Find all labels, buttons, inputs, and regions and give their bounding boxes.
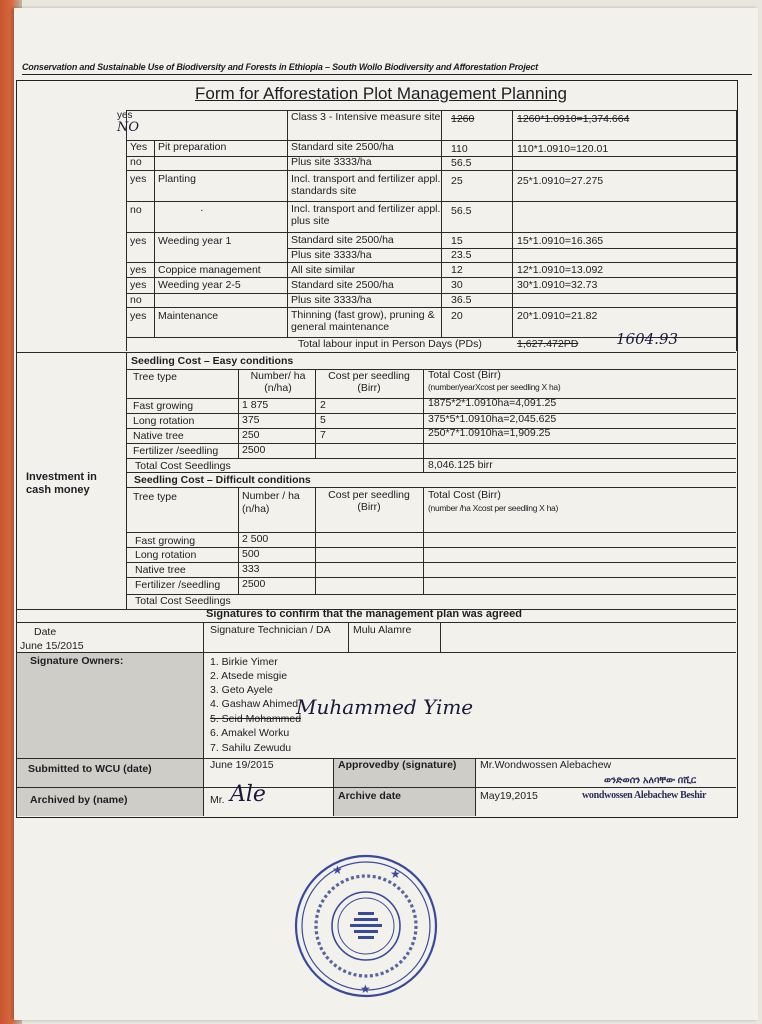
svg-text:★: ★	[332, 863, 343, 877]
owner-signature-handwritten: Muhammed Yime	[296, 695, 474, 719]
easy-row-type: Native tree	[133, 430, 184, 442]
labour-total-label: Total labour input in Person Days (PDs)	[298, 338, 482, 350]
labour-desc: Incl. transport and fertilizer appl. standards site	[291, 173, 441, 197]
easy-row-type: Long rotation	[133, 415, 195, 427]
labour-pd: 56.5	[451, 157, 472, 169]
labour-desc: Standard site 2500/ha	[291, 279, 394, 291]
difficult-col-total: Total Cost (Birr)	[428, 489, 501, 501]
labour-desc: Thinning (fast grow), pruning & general maintenance	[291, 309, 435, 333]
labour-pd: 30	[451, 279, 463, 291]
technician-name: Mulu Alamre	[353, 624, 412, 636]
labour-yn-handwritten: NO	[117, 120, 140, 135]
easy-row-type: Fast growing	[133, 400, 194, 412]
difficult-row-type: Fast growing	[135, 535, 196, 547]
labour-pd: 1260	[451, 113, 475, 125]
easy-col-cost: Cost per seedling (Birr)	[328, 370, 410, 394]
labour-yn: yes	[117, 110, 133, 121]
labour-yn: yes	[130, 173, 147, 185]
difficult-row-type: Long rotation	[135, 549, 197, 561]
labour-pd: 36.5	[451, 294, 472, 306]
labour-pd: 20	[451, 310, 463, 322]
submitted-label: Submitted to WCU (date)	[28, 763, 152, 775]
date-label: Date	[34, 626, 57, 638]
labour-pd: 56.5	[451, 205, 472, 217]
labour-yn: no	[130, 204, 142, 216]
difficult-col-type: Tree type	[133, 491, 177, 503]
difficult-title: Seedling Cost – Difficult conditions	[134, 474, 311, 486]
labour-yn: yes	[130, 310, 147, 322]
labour-activity: Coppice management	[158, 264, 261, 276]
svg-text:★: ★	[360, 982, 371, 996]
labour-desc: Class 3 - Intensive measure site	[291, 111, 441, 123]
difficult-col-cost: Cost per seedling (Birr)	[328, 489, 410, 513]
difficult-col-number: Number / ha (n/ha)	[242, 490, 300, 515]
labour-desc: All site similar	[291, 264, 356, 276]
owner-item: 5. Seid Mohammed	[210, 713, 302, 725]
project-header: Conservation and Sustainable Use of Biodiversity and Forests in Ethiopia – South Wollo Biodiversity and Afforestation Project	[22, 62, 752, 75]
labour-yn: yes	[130, 264, 147, 276]
labour-calc: 20*1.0910=21.82	[517, 310, 598, 322]
easy-col-total-sub: (number/yearXcost per seedling X ha)	[428, 382, 561, 392]
labour-pd: 12	[451, 264, 463, 276]
labour-calc: 30*1.0910=32.73	[517, 279, 598, 291]
labour-desc: Plus site 3333/ha	[291, 156, 372, 168]
easy-row-number: 2500	[242, 444, 266, 456]
date-value: June 15/2015	[20, 640, 84, 652]
labour-desc: Plus site 3333/ha	[291, 294, 372, 306]
technician-label: Signature Technician / DA	[210, 624, 331, 636]
easy-row-number: 375	[242, 414, 260, 426]
labour-desc: Plus site 3333/ha	[291, 249, 372, 261]
difficult-col-total-sub: (number /ha Xcost per seedling X ha)	[428, 503, 558, 513]
labour-calc: 15*1.0910=16.365	[517, 235, 604, 247]
easy-row-type: Fertilizer /seedling	[133, 445, 219, 457]
labour-desc: Standard site 2500/ha	[291, 141, 394, 153]
approved-name-stamp: wondwossen Alebachew Beshir	[582, 790, 707, 801]
labour-yn: Yes	[130, 141, 148, 153]
labour-calc: 12*1.0910=13.092	[517, 264, 604, 276]
svg-text:★: ★	[390, 867, 401, 881]
owner-item: 1. Birkie Yimer	[210, 656, 278, 668]
labour-pd: 23.5	[451, 249, 472, 261]
submitted-value: June 19/2015	[210, 759, 274, 771]
difficult-row-type: Native tree	[135, 564, 186, 576]
archive-date-label: Archive date	[338, 790, 402, 802]
owner-item: 2. Atsede misgie	[210, 670, 288, 682]
labour-activity: Maintenance	[158, 310, 219, 322]
approved-value: Mr.Wondwossen Alebachew	[480, 759, 612, 771]
approved-label: Approvedby (signature)	[338, 759, 457, 771]
archived-label: Archived by (name)	[30, 794, 128, 806]
easy-total-label: Total Cost Seedlings	[135, 460, 231, 472]
owner-item: 4. Gashaw Ahimed	[210, 698, 299, 710]
archived-prefix: Mr.	[210, 794, 225, 806]
easy-title: Seedling Cost – Easy conditions	[131, 355, 294, 367]
easy-col-total: Total Cost (Birr)	[428, 369, 501, 381]
easy-col-type: Tree type	[133, 371, 177, 383]
owner-item: 7. Sahilu Zewudu	[210, 742, 292, 754]
labour-total-value: 1,627.472PD	[517, 338, 579, 350]
labour-activity: ·	[200, 204, 204, 216]
labour-desc: Incl. transport and fertilizer appl. plus site	[291, 203, 441, 227]
labour-yn: no	[130, 156, 142, 168]
labour-pd: 25	[451, 175, 463, 187]
difficult-row-number: 333	[242, 563, 260, 575]
easy-col-number: Number/ ha (n/ha)	[250, 370, 306, 394]
labour-desc: Standard site 2500/ha	[291, 234, 394, 246]
difficult-row-number: 2 500	[242, 533, 269, 545]
labour-pd: 110	[451, 143, 468, 155]
labour-calc: 25*1.0910=27.275	[517, 175, 604, 187]
easy-row-total: 375*5*1.0910ha=2,045.625	[428, 413, 557, 425]
easy-row-total: 1875*2*1.0910ha=4,091.25	[428, 397, 557, 409]
easy-row-number: 250	[242, 429, 260, 441]
easy-row-cost: 5	[320, 414, 326, 426]
approved-name-stamp-amharic: ወንድወሰን አለባቸው በሺር	[604, 775, 697, 786]
labour-calc: 1260*1.0910=1,374.664	[517, 113, 630, 125]
labour-pd: 15	[451, 235, 463, 247]
investment-label: Investment in cash money	[26, 471, 97, 496]
labour-activity: Planting	[158, 173, 196, 185]
labour-yn: yes	[130, 279, 147, 291]
labour-total-handwritten: 1604.93	[616, 330, 679, 348]
easy-row-cost: 2	[320, 399, 326, 411]
easy-row-total: 250*7*1.0910ha=1,909.25	[428, 427, 551, 439]
form-title: Form for Afforestation Plot Management Planning	[195, 84, 567, 103]
labour-activity: Pit preparation	[158, 141, 227, 153]
labour-activity: Weeding year 1	[158, 235, 232, 247]
official-stamp-seal	[292, 852, 440, 1000]
owners-label: Signature Owners:	[30, 655, 124, 667]
archive-date-value: May19,2015	[480, 790, 538, 802]
signatures-title: Signatures to confirm that the management plan was agreed	[206, 608, 523, 620]
owner-item: 6. Amakel Worku	[210, 727, 290, 739]
easy-total-value: 8,046.125 birr	[428, 459, 493, 471]
difficult-row-number: 2500	[242, 578, 266, 590]
difficult-total-label: Total Cost Seedlings	[135, 595, 231, 607]
labour-activity: Weeding year 2-5	[158, 279, 241, 291]
labour-calc: 110*1.0910=120.01	[517, 143, 609, 155]
easy-row-cost: 7	[320, 429, 326, 441]
archived-signature-handwritten: Ale	[230, 782, 266, 807]
labour-yn: yes	[130, 235, 147, 247]
easy-row-number: 1 875	[242, 399, 269, 411]
difficult-row-type: Fertilizer /seedling	[135, 579, 221, 591]
difficult-row-number: 500	[242, 548, 260, 560]
owner-item: 3. Geto Ayele	[210, 684, 273, 696]
labour-yn: no	[130, 294, 142, 306]
